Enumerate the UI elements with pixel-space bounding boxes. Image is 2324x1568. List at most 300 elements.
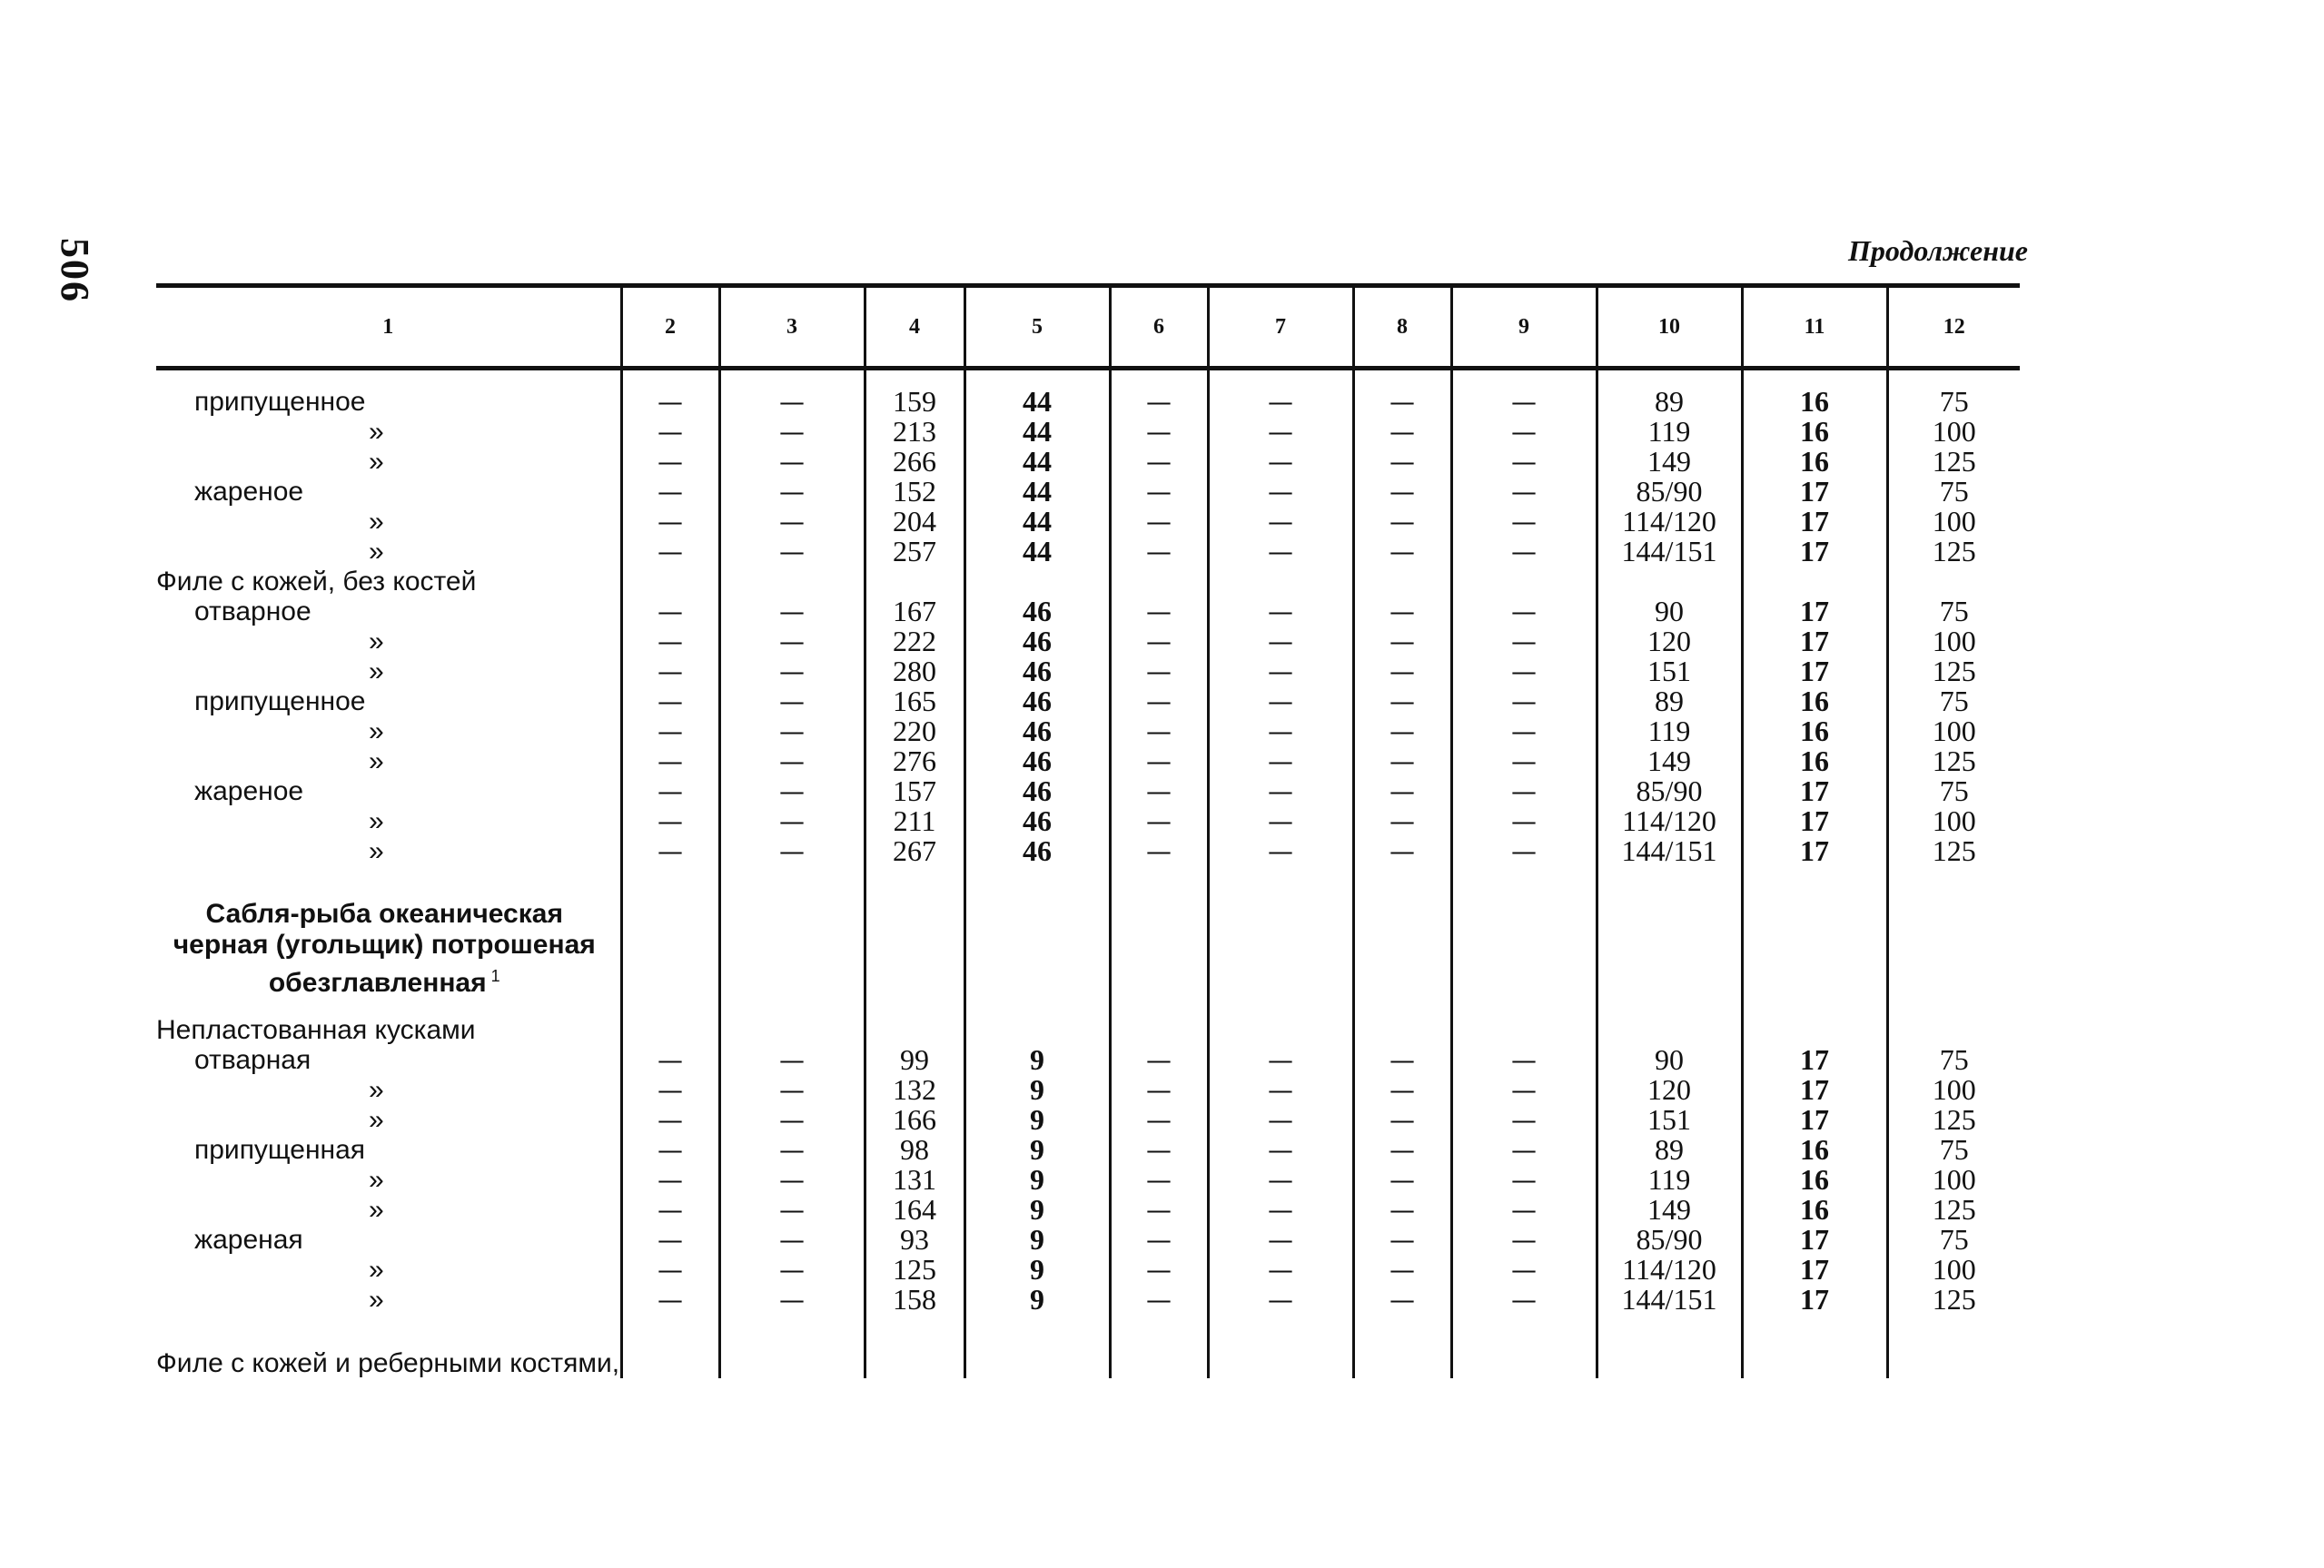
dash-cell: — — [1451, 1045, 1597, 1075]
value-c11: 16 — [1742, 746, 1887, 776]
value-c10: 119 — [1597, 417, 1742, 447]
row-label: жареное — [194, 776, 304, 806]
cell-col-8 — [1353, 567, 1451, 597]
value-c12: 125 — [1887, 656, 2020, 686]
dash-cell: — — [1208, 1195, 1353, 1225]
row-label: жареное — [194, 477, 304, 507]
value-c10: 90 — [1597, 1045, 1742, 1075]
value-c5: 9 — [964, 1255, 1110, 1285]
value-c12: 125 — [1887, 447, 2020, 477]
table-row — [156, 1045, 2020, 1075]
cell-col-8 — [1353, 1015, 1451, 1045]
cell-col-8 — [1353, 369, 1451, 388]
dash-cell: — — [1451, 387, 1597, 417]
value-c5: 46 — [964, 716, 1110, 746]
table-header — [156, 286, 2020, 369]
table-row-heading — [156, 1315, 2020, 1378]
value-c5: 9 — [964, 1045, 1110, 1075]
column-header-3: 3 — [719, 286, 865, 369]
cell-col-12 — [1887, 866, 2020, 883]
dash-cell: — — [1110, 447, 1208, 477]
value-c4: 164 — [865, 1195, 964, 1225]
nutrition-table — [156, 283, 2020, 1378]
dash-cell: — — [621, 1075, 719, 1105]
table-row — [156, 477, 2020, 507]
cell-col-6 — [1110, 567, 1208, 597]
cell-col-10 — [1597, 883, 1742, 1015]
dash-cell: — — [1110, 1255, 1208, 1285]
value-c4: 204 — [865, 507, 964, 537]
value-c11: 16 — [1742, 1135, 1887, 1165]
dash-cell: — — [1353, 537, 1451, 567]
value-c4: 213 — [865, 417, 964, 447]
value-c10: 89 — [1597, 387, 1742, 417]
dash-cell: — — [1353, 1135, 1451, 1165]
value-c5: 46 — [964, 776, 1110, 806]
dash-cell: — — [621, 1105, 719, 1135]
dash-cell: — — [719, 746, 865, 776]
dash-cell: — — [1110, 716, 1208, 746]
dash-cell: — — [719, 1195, 865, 1225]
ditto-mark: » — [369, 626, 384, 656]
dash-cell: — — [1451, 806, 1597, 836]
dash-cell: — — [719, 1045, 865, 1075]
dash-cell: — — [1110, 537, 1208, 567]
row-label: припущенное — [194, 387, 366, 417]
dash-cell: — — [1353, 417, 1451, 447]
dash-cell: — — [1208, 1165, 1353, 1195]
row-label: припущенная — [194, 1135, 366, 1165]
ditto-mark: » — [369, 417, 384, 447]
dash-cell: — — [1208, 1045, 1353, 1075]
value-c10: 89 — [1597, 686, 1742, 716]
dash-cell: — — [1451, 1165, 1597, 1195]
dash-cell: — — [1353, 806, 1451, 836]
dash-cell: — — [719, 656, 865, 686]
cell-col-7 — [1208, 369, 1353, 388]
column-header-2: 2 — [621, 286, 719, 369]
dash-cell: — — [1110, 1135, 1208, 1165]
dash-cell: — — [1110, 1165, 1208, 1195]
table-row — [156, 1135, 2020, 1165]
cell-col-9 — [1451, 1015, 1597, 1045]
value-c4: 276 — [865, 746, 964, 776]
table-row — [156, 1285, 2020, 1315]
table-row — [156, 387, 2020, 417]
dash-cell: — — [621, 447, 719, 477]
dash-cell: — — [621, 387, 719, 417]
value-c5: 46 — [964, 836, 1110, 866]
cell-col-12 — [1887, 567, 2020, 597]
value-c5: 44 — [964, 507, 1110, 537]
cell-col-5 — [964, 567, 1110, 597]
cell-col-2 — [621, 1015, 719, 1045]
section-title-text: Сабля-рыба океаническая черная (угольщик) потрошеная обезглавленная — [173, 899, 596, 998]
table-row — [156, 1255, 2020, 1285]
dash-cell: — — [1208, 836, 1353, 866]
dash-cell: — — [1353, 1045, 1451, 1075]
value-c11: 16 — [1742, 417, 1887, 447]
value-c11: 17 — [1742, 626, 1887, 656]
cell-col-10 — [1597, 1315, 1742, 1378]
cell-col-7 — [1208, 883, 1353, 1015]
dash-cell: — — [1451, 417, 1597, 447]
dash-cell: — — [621, 1135, 719, 1165]
value-c12: 75 — [1887, 597, 2020, 626]
dash-cell: — — [1451, 597, 1597, 626]
value-c11: 17 — [1742, 1045, 1887, 1075]
ditto-mark: » — [369, 746, 384, 776]
value-c5: 46 — [964, 656, 1110, 686]
dash-cell: — — [1353, 1285, 1451, 1315]
dash-cell: — — [719, 1075, 865, 1105]
cell-col-3 — [719, 567, 865, 597]
value-c10: 85/90 — [1597, 477, 1742, 507]
value-c5: 46 — [964, 686, 1110, 716]
dash-cell: — — [1451, 836, 1597, 866]
value-c11: 17 — [1742, 597, 1887, 626]
dash-cell: — — [719, 686, 865, 716]
value-c12: 100 — [1887, 1075, 2020, 1105]
column-header-8: 8 — [1353, 286, 1451, 369]
value-c12: 100 — [1887, 417, 2020, 447]
value-c5: 46 — [964, 806, 1110, 836]
section-title-row — [156, 883, 2020, 1015]
value-c4: 131 — [865, 1165, 964, 1195]
dash-cell: — — [621, 597, 719, 626]
value-c11: 17 — [1742, 1285, 1887, 1315]
dash-cell: — — [621, 1165, 719, 1195]
table-body — [156, 369, 2020, 1379]
dash-cell: — — [1353, 507, 1451, 537]
dash-cell: — — [1208, 537, 1353, 567]
value-c11: 17 — [1742, 1225, 1887, 1255]
value-c4: 167 — [865, 597, 964, 626]
row-label: отварная — [194, 1045, 312, 1075]
dash-cell: — — [1110, 507, 1208, 537]
dash-cell: — — [1451, 1285, 1597, 1315]
column-header-12: 12 — [1887, 286, 2020, 369]
cell-col-10 — [1597, 369, 1742, 388]
row-heading: Непластованная кусками — [156, 1015, 476, 1045]
cell-col-11 — [1742, 883, 1887, 1015]
dash-cell: — — [621, 686, 719, 716]
row-label: отварное — [194, 597, 312, 626]
value-c12: 75 — [1887, 387, 2020, 417]
dash-cell: — — [1110, 626, 1208, 656]
cell-col-4 — [865, 883, 964, 1015]
spacer-row — [156, 866, 2020, 883]
footnote-marker: 1 — [486, 967, 500, 985]
cell-col-12 — [1887, 369, 2020, 388]
ditto-mark: » — [369, 716, 384, 746]
value-c11: 17 — [1742, 836, 1887, 866]
table-row — [156, 447, 2020, 477]
dash-cell: — — [1208, 1135, 1353, 1165]
dash-cell: — — [1110, 387, 1208, 417]
continuation-label: Продолжение — [1848, 234, 2028, 267]
dash-cell: — — [719, 1165, 865, 1195]
value-c11: 17 — [1742, 776, 1887, 806]
dash-cell: — — [1353, 716, 1451, 746]
dash-cell: — — [719, 1225, 865, 1255]
value-c4: 99 — [865, 1045, 964, 1075]
value-c5: 9 — [964, 1225, 1110, 1255]
value-c10: 119 — [1597, 716, 1742, 746]
row-label: припущенное — [194, 686, 366, 716]
value-c10: 149 — [1597, 746, 1742, 776]
dash-cell: — — [1110, 1105, 1208, 1135]
table-row — [156, 686, 2020, 716]
cell-col-2 — [621, 1315, 719, 1378]
value-c12: 75 — [1887, 1225, 2020, 1255]
value-c12: 100 — [1887, 1165, 2020, 1195]
dash-cell: — — [719, 417, 865, 447]
dash-cell: — — [621, 1285, 719, 1315]
ditto-mark: » — [369, 1285, 384, 1315]
dash-cell: — — [621, 626, 719, 656]
table-row — [156, 656, 2020, 686]
dash-cell: — — [719, 776, 865, 806]
dash-cell: — — [1353, 477, 1451, 507]
cell-col-5 — [964, 1015, 1110, 1045]
value-c12: 125 — [1887, 537, 2020, 567]
dash-cell: — — [1208, 1075, 1353, 1105]
value-c10: 149 — [1597, 1195, 1742, 1225]
page-number: 506 — [53, 238, 97, 303]
value-c5: 46 — [964, 746, 1110, 776]
value-c11: 17 — [1742, 656, 1887, 686]
dash-cell: — — [621, 1255, 719, 1285]
value-c5: 9 — [964, 1105, 1110, 1135]
dash-cell: — — [719, 1135, 865, 1165]
dash-cell: — — [719, 1285, 865, 1315]
cell-col-3 — [719, 883, 865, 1015]
table-row — [156, 507, 2020, 537]
ditto-mark: » — [369, 447, 384, 477]
value-c5: 9 — [964, 1165, 1110, 1195]
value-c12: 75 — [1887, 1135, 2020, 1165]
dash-cell: — — [1110, 1225, 1208, 1255]
dash-cell: — — [719, 626, 865, 656]
dash-cell: — — [1353, 776, 1451, 806]
value-c5: 9 — [964, 1075, 1110, 1105]
table-row-heading — [156, 1015, 2020, 1045]
dash-cell: — — [1208, 746, 1353, 776]
value-c10: 119 — [1597, 1165, 1742, 1195]
table-row — [156, 417, 2020, 447]
cell-col-1 — [156, 866, 621, 883]
value-c4: 159 — [865, 387, 964, 417]
value-c5: 44 — [964, 447, 1110, 477]
dash-cell: — — [1353, 1165, 1451, 1195]
value-c12: 100 — [1887, 716, 2020, 746]
value-c11: 17 — [1742, 537, 1887, 567]
value-c11: 17 — [1742, 477, 1887, 507]
dash-cell: — — [719, 806, 865, 836]
cell-col-7 — [1208, 1015, 1353, 1045]
dash-cell: — — [1353, 597, 1451, 626]
table-row-heading — [156, 567, 2020, 597]
dash-cell: — — [1451, 776, 1597, 806]
value-c12: 100 — [1887, 1255, 2020, 1285]
column-header-1: 1 — [156, 286, 621, 369]
value-c11: 16 — [1742, 1195, 1887, 1225]
table-row — [156, 1075, 2020, 1105]
value-c10: 85/90 — [1597, 1225, 1742, 1255]
dash-cell: — — [1110, 686, 1208, 716]
value-c4: 93 — [865, 1225, 964, 1255]
value-c11: 16 — [1742, 686, 1887, 716]
cell-col-12 — [1887, 883, 2020, 1015]
dash-cell: — — [1208, 716, 1353, 746]
value-c10: 151 — [1597, 1105, 1742, 1135]
column-header-7: 7 — [1208, 286, 1353, 369]
cell-col-4 — [865, 1015, 964, 1045]
cell-col-3 — [719, 866, 865, 883]
column-header-9: 9 — [1451, 286, 1597, 369]
cell-col-2 — [621, 567, 719, 597]
dash-cell: — — [621, 1045, 719, 1075]
column-header-6: 6 — [1110, 286, 1208, 369]
table-row — [156, 1105, 2020, 1135]
value-c4: 266 — [865, 447, 964, 477]
value-c12: 125 — [1887, 1105, 2020, 1135]
value-c10: 120 — [1597, 626, 1742, 656]
value-c10: 114/120 — [1597, 806, 1742, 836]
dash-cell: — — [1208, 387, 1353, 417]
cell-col-9 — [1451, 883, 1597, 1015]
table-row — [156, 746, 2020, 776]
dash-cell: — — [621, 537, 719, 567]
dash-cell: — — [1451, 1075, 1597, 1105]
table-row — [156, 806, 2020, 836]
value-c4: 158 — [865, 1285, 964, 1315]
cell-col-8 — [1353, 1315, 1451, 1378]
value-c11: 17 — [1742, 1105, 1887, 1135]
cell-col-8 — [1353, 883, 1451, 1015]
dash-cell: — — [1451, 1255, 1597, 1285]
value-c10: 120 — [1597, 1075, 1742, 1105]
dash-cell: — — [719, 447, 865, 477]
value-c4: 98 — [865, 1135, 964, 1165]
value-c5: 46 — [964, 626, 1110, 656]
column-header-10: 10 — [1597, 286, 1742, 369]
ditto-mark: » — [369, 1165, 384, 1195]
column-header-4: 4 — [865, 286, 964, 369]
dash-cell: — — [1208, 686, 1353, 716]
value-c4: 125 — [865, 1255, 964, 1285]
value-c10: 144/151 — [1597, 537, 1742, 567]
cell-col-9 — [1451, 369, 1597, 388]
cell-col-9 — [1451, 567, 1597, 597]
cell-col-3 — [719, 369, 865, 388]
cell-col-7 — [1208, 866, 1353, 883]
value-c5: 44 — [964, 417, 1110, 447]
value-c12: 125 — [1887, 1195, 2020, 1225]
ditto-mark: » — [369, 537, 384, 567]
cell-col-3 — [719, 1315, 865, 1378]
dash-cell: — — [719, 597, 865, 626]
value-c4: 165 — [865, 686, 964, 716]
dash-cell: — — [1451, 686, 1597, 716]
dash-cell: — — [719, 716, 865, 746]
dash-cell: — — [1208, 597, 1353, 626]
dash-cell: — — [1110, 746, 1208, 776]
dash-cell: — — [621, 656, 719, 686]
column-header-5: 5 — [964, 286, 1110, 369]
value-c10: 149 — [1597, 447, 1742, 477]
dash-cell: — — [719, 1105, 865, 1135]
dash-cell: — — [1451, 447, 1597, 477]
value-c5: 44 — [964, 537, 1110, 567]
dash-cell: — — [719, 1255, 865, 1285]
value-c11: 16 — [1742, 1165, 1887, 1195]
dash-cell: — — [1451, 1195, 1597, 1225]
dash-cell: — — [1353, 656, 1451, 686]
dash-cell: — — [1110, 597, 1208, 626]
dash-cell: — — [1110, 1045, 1208, 1075]
value-c11: 16 — [1742, 716, 1887, 746]
dash-cell: — — [1208, 1255, 1353, 1285]
dash-cell: — — [719, 507, 865, 537]
cell-col-4 — [865, 866, 964, 883]
dash-cell: — — [1451, 716, 1597, 746]
cell-col-12 — [1887, 1015, 2020, 1045]
dash-cell: — — [719, 537, 865, 567]
dash-cell: — — [1353, 1255, 1451, 1285]
dash-cell: — — [621, 716, 719, 746]
spacer-row — [156, 369, 2020, 388]
ditto-mark: » — [369, 1075, 384, 1105]
dash-cell: — — [1353, 746, 1451, 776]
table-row — [156, 537, 2020, 567]
dash-cell: — — [1208, 1225, 1353, 1255]
dash-cell: — — [1110, 806, 1208, 836]
dash-cell: — — [1353, 1105, 1451, 1135]
dash-cell: — — [621, 1195, 719, 1225]
cell-col-2 — [621, 866, 719, 883]
cell-col-8 — [1353, 866, 1451, 883]
cell-col-10 — [1597, 567, 1742, 597]
dash-cell: — — [1110, 836, 1208, 866]
cell-col-11 — [1742, 1015, 1887, 1045]
dash-cell: — — [1353, 626, 1451, 656]
dash-cell: — — [1451, 477, 1597, 507]
row-label: жареная — [194, 1225, 303, 1255]
value-c5: 44 — [964, 477, 1110, 507]
value-c10: 90 — [1597, 597, 1742, 626]
dash-cell: — — [1451, 746, 1597, 776]
table-row — [156, 1225, 2020, 1255]
value-c5: 9 — [964, 1195, 1110, 1225]
value-c4: 257 — [865, 537, 964, 567]
dash-cell: — — [1110, 1075, 1208, 1105]
value-c5: 44 — [964, 387, 1110, 417]
cell-col-10 — [1597, 866, 1742, 883]
section-title — [156, 883, 621, 1015]
cell-col-7 — [1208, 567, 1353, 597]
dash-cell: — — [719, 387, 865, 417]
dash-cell: — — [1451, 507, 1597, 537]
dash-cell: — — [1208, 806, 1353, 836]
value-c11: 17 — [1742, 1075, 1887, 1105]
value-c4: 157 — [865, 776, 964, 806]
dash-cell: — — [1451, 537, 1597, 567]
cell-col-2 — [621, 883, 719, 1015]
dash-cell: — — [621, 746, 719, 776]
cell-col-5 — [964, 866, 1110, 883]
